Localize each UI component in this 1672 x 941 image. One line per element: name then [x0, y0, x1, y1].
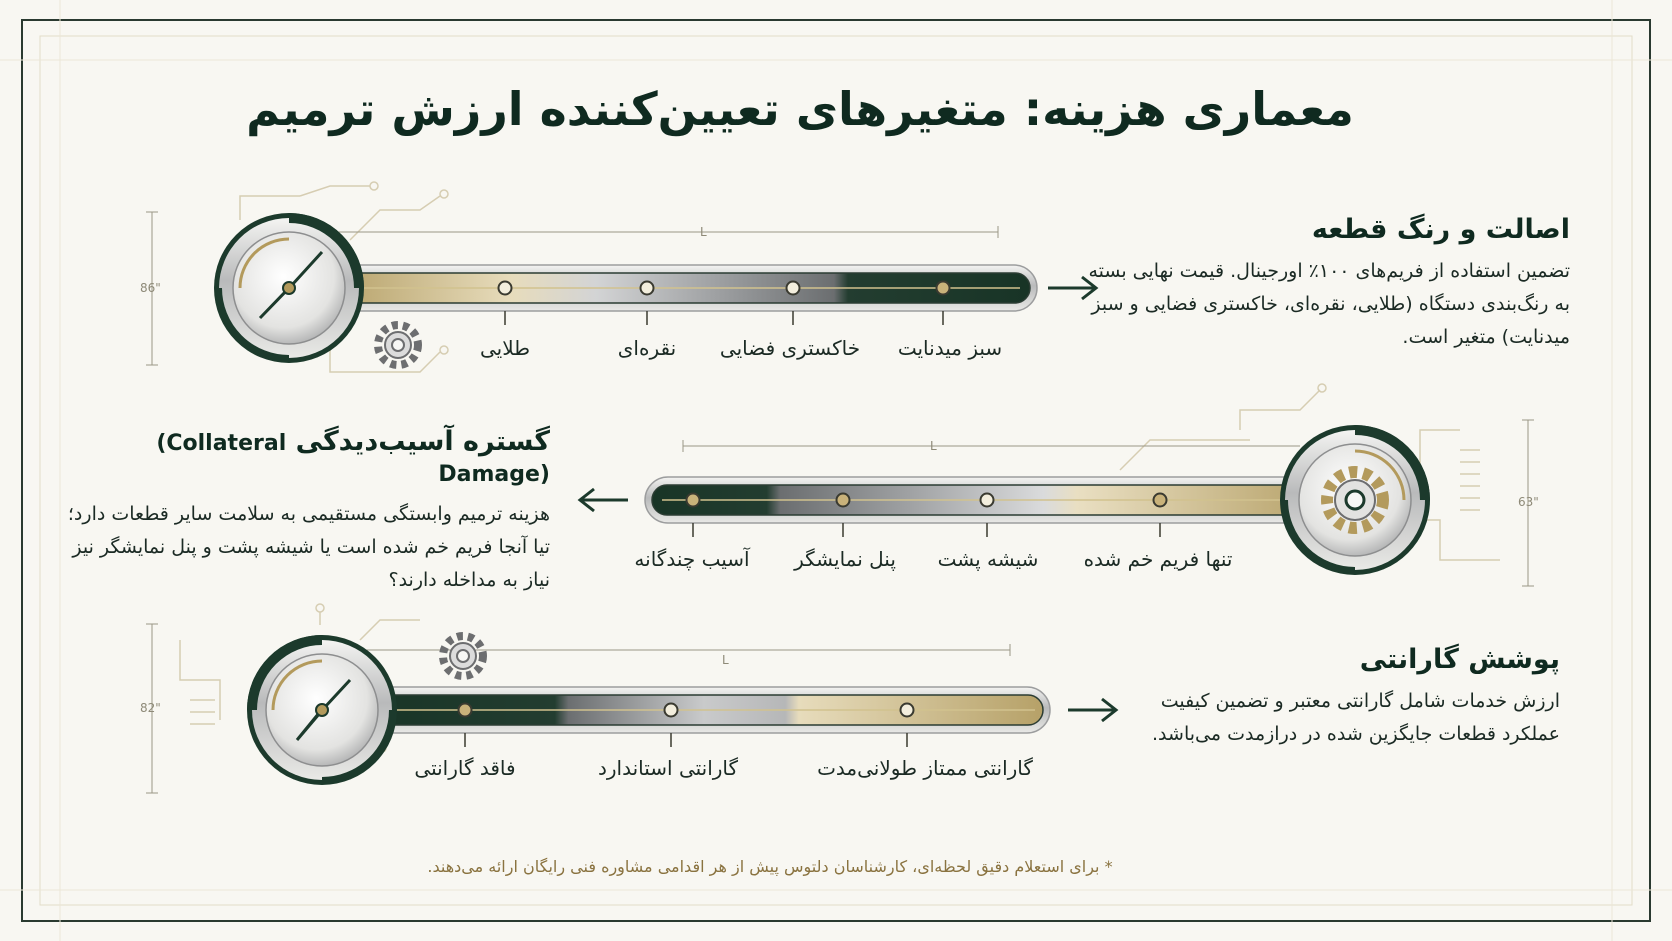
- stop-marker: [981, 494, 994, 507]
- gauge-warranty: [140, 604, 1116, 793]
- stop-label-frame-only: تنها فریم خم شده: [1083, 547, 1233, 571]
- section-warranty: [1150, 644, 1560, 751]
- section-heading-english: (Collateral Damage): [156, 431, 550, 487]
- stop-label-silver: نقره‌ای: [617, 336, 677, 360]
- stop-label-gold: طلایی: [479, 336, 531, 360]
- stop-marker: [459, 704, 472, 717]
- section-body: هزینه ترمیم وابستگی مستقیمی به سلامت سایر قطعات دارد؛ تیا آنجا فریم خم شده است یا شیشه پشت و پنل نمایشگر نیز نیاز به مداخله دارند؟: [67, 503, 550, 591]
- length-label-3: L: [722, 653, 729, 667]
- gear-icon: [443, 636, 483, 676]
- stop-label-space-gray: خاکستری فضایی: [719, 336, 861, 360]
- gauge-authenticity: [140, 182, 1096, 372]
- stop-label-multiple-damage: آسیب چندگانه: [634, 547, 750, 571]
- section-heading-text: گستره آسیب‌دیدگی: [295, 426, 550, 457]
- section-heading: پوشش گارانتی: [1359, 644, 1560, 675]
- stop-label-standard-warranty: گارانتی استاندارد: [597, 756, 739, 780]
- section-body: ارزش خدمات شامل گارانتی معتبر و تضمین کیفیت عملکرد قطعات جایگزین شده در درازمدت می‌باشد.: [1152, 690, 1560, 745]
- stop-marker: [787, 282, 800, 295]
- page-title: معماری هزینه: متغیرهای تعیین‌کننده ارزش ترمیم: [246, 82, 1354, 136]
- section-heading: اصالت و رنگ قطعه: [1311, 214, 1570, 245]
- stop-marker: [687, 494, 700, 507]
- stop-marker: [1154, 494, 1167, 507]
- arrow-left-icon: [580, 489, 628, 511]
- arrow-right-icon: [1068, 699, 1116, 721]
- length-label-2: L: [930, 439, 937, 453]
- section-heading: [60, 426, 550, 488]
- section-body: تضمین استفاده از فریم‌های ۱۰۰٪ اورجینال. قیمت نهایی بسته به رنگ‌بندی دستگاه (طلایی، نقره‌ای، خاکستری فضایی و سبز میدنایت) متغیر است.: [1088, 260, 1570, 348]
- stop-label-midnight-green: سبز میدنایت: [897, 336, 1003, 360]
- stop-marker: [641, 282, 654, 295]
- stop-marker: [499, 282, 512, 295]
- stop-label-back-glass: شیشه پشت: [937, 547, 1039, 571]
- stop-marker: [937, 282, 950, 295]
- stop-marker: [665, 704, 678, 717]
- footnote: * برای استعلام دقیق لحظه‌ای، کارشناسان دلتوس پیش از هر اقدامی مشاوره فنی رایگان ارائه می‌دهند.: [427, 857, 1113, 876]
- stop-label-display-panel: پنل نمایشگر: [794, 547, 896, 571]
- dimension-label-2: 63": [1518, 495, 1539, 509]
- stop-label-premium-warranty: گارانتی ممتاز طولانی‌مدت: [817, 756, 1033, 780]
- dimension-label-1: 86": [140, 281, 161, 295]
- gauge-collateral-damage: [580, 384, 1539, 586]
- length-label-1: L: [700, 225, 707, 239]
- dimension-label-3: 82": [140, 701, 161, 715]
- section-authenticity: [1080, 214, 1570, 354]
- gear-icon: [378, 325, 418, 365]
- stop-marker: [901, 704, 914, 717]
- stop-marker: [837, 494, 850, 507]
- stop-label-no-warranty: فاقد گارانتی: [414, 756, 516, 780]
- section-collateral-damage: [60, 426, 550, 597]
